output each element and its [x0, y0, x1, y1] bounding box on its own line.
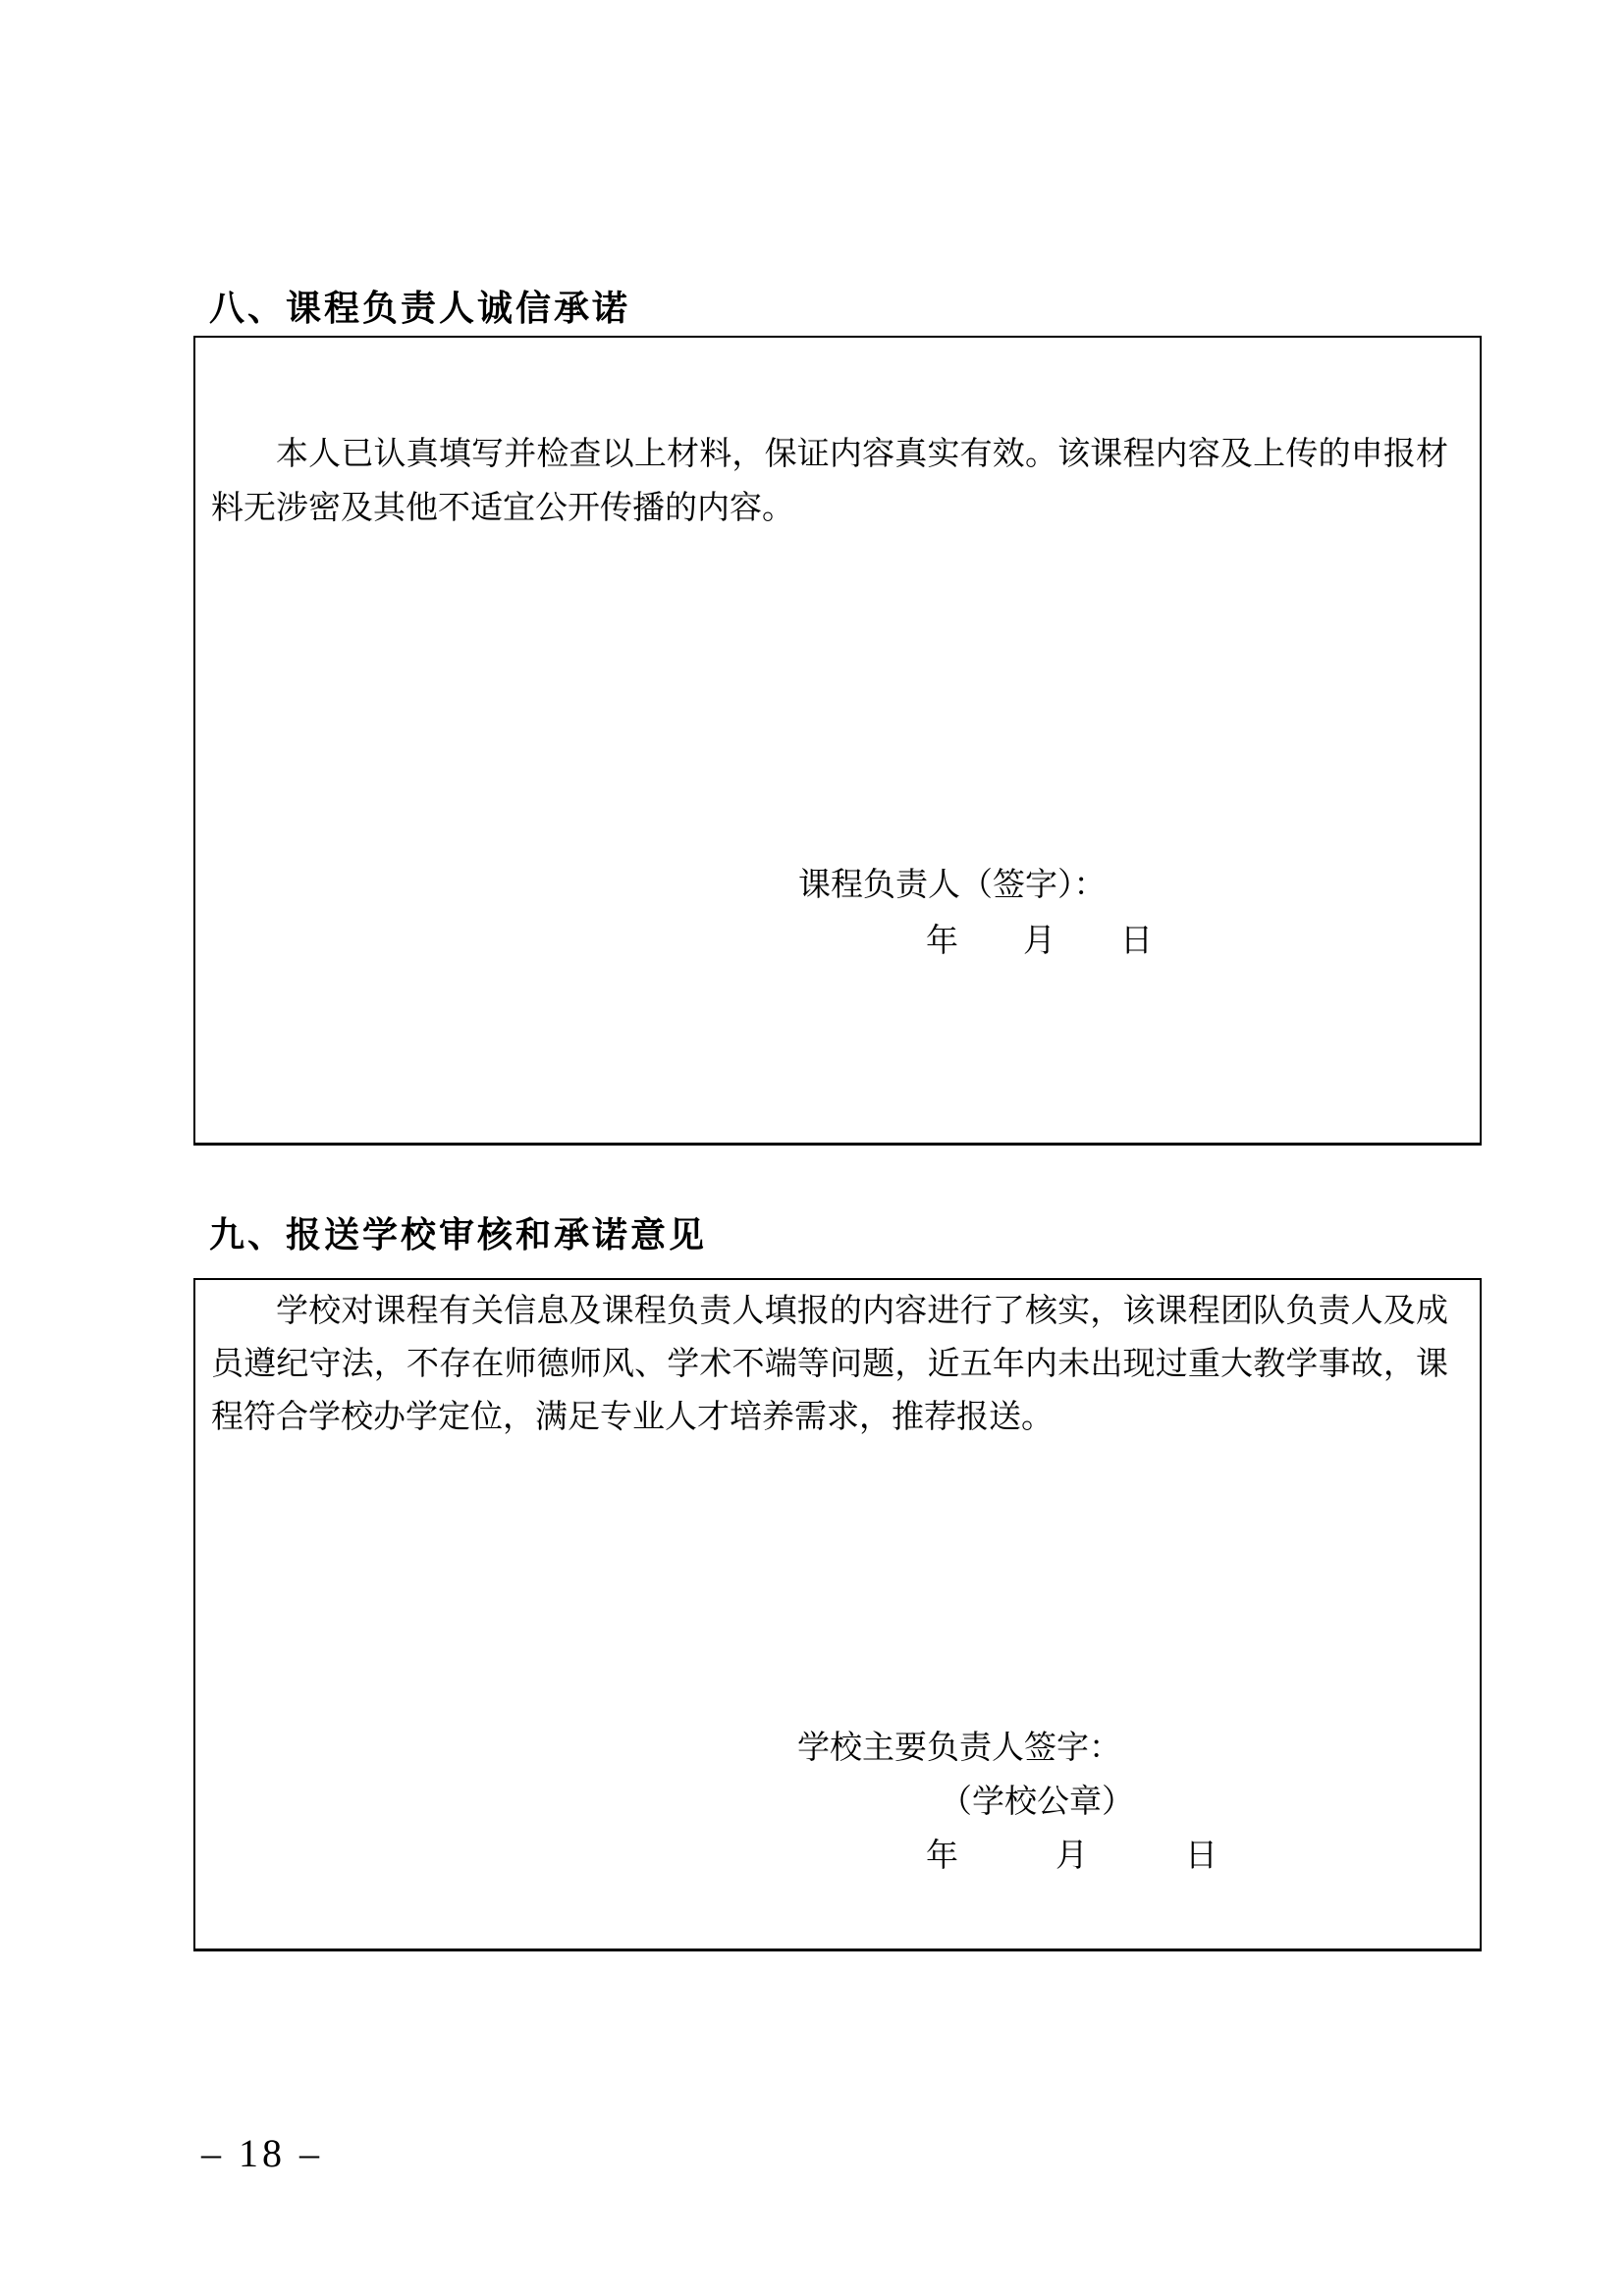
- section-9-box: [193, 1278, 1482, 1951]
- section-9-date-line: 年 月 日: [926, 1839, 1218, 1874]
- section-9-signature-label: 学校主要负责人签字：: [797, 1731, 1121, 1766]
- section-8-heading: 八、课程负责人诚信承诺: [209, 288, 631, 328]
- section-9-review-text: 学校对课程有关信息及课程负责人填报的内容进行了核实，该课程团队负责人及成员遵纪守法，不存在师德师风、学术不端等问题，近五年内未出现过重大教学事故，课程符合学校办学定位，满足专业人才培养需求，推荐报送。: [211, 1294, 1448, 1435]
- section-8-signature-label: 课程负责人（签字）：: [798, 868, 1107, 903]
- page-number: – 18 –: [201, 2131, 323, 2175]
- section-9-heading: 九、报送学校审核和承诺意见: [209, 1214, 708, 1255]
- section-8-box: [193, 336, 1482, 1146]
- section-8-date-line: 年 月 日: [926, 924, 1153, 959]
- section-9-seal-label: （学校公章）: [940, 1785, 1134, 1820]
- section-8-commitment-text: 本人已认真填写并检查以上材料，保证内容真实有效。该课程内容及上传的申报材料无涉密及其他不适宜公开传播的内容。: [211, 437, 1448, 526]
